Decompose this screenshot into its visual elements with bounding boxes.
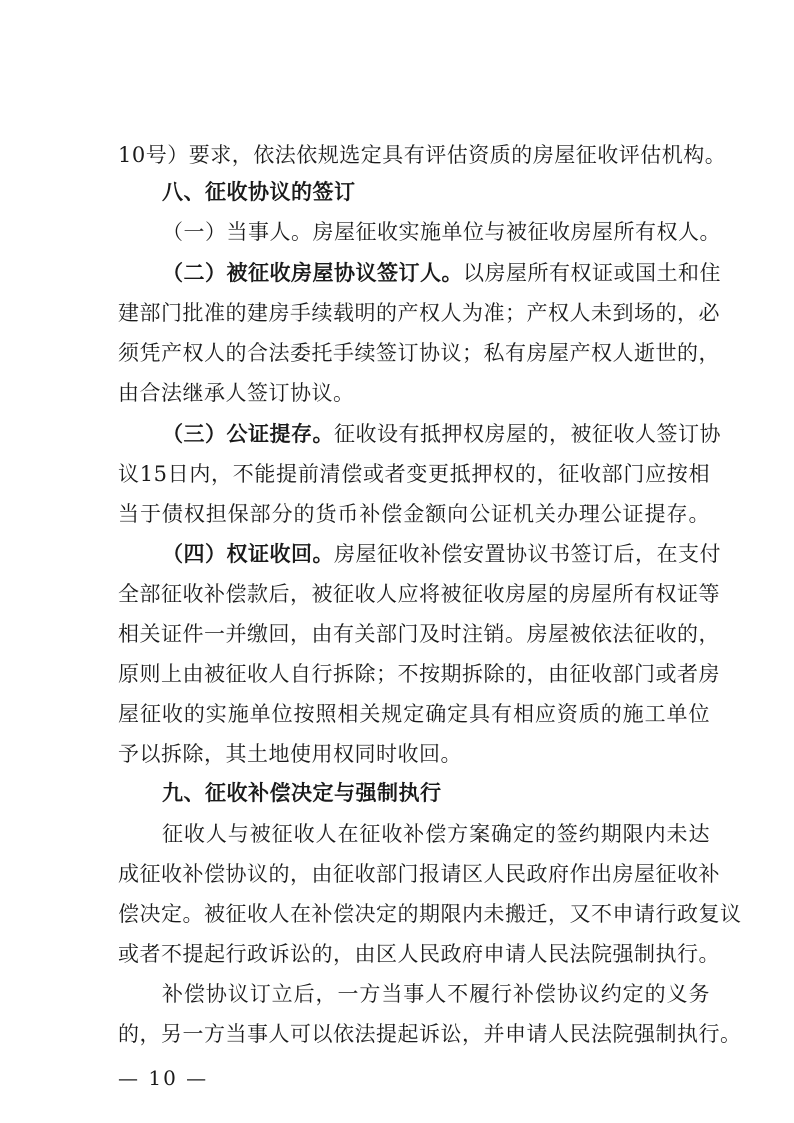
paragraph-line: 10号）要求，依法依规选定具有评估资质的房屋征收评估机构。 <box>118 143 727 167</box>
paragraph-line: 由合法继承人签订协议。 <box>118 381 355 405</box>
paragraph-line: 征收人与被征收人在征收补偿方案确定的签约期限内未达 <box>162 822 710 846</box>
paragraph-line: 当于债权担保部分的货币补偿金额向公证机关办理公证提存。 <box>118 502 710 526</box>
paragraph-line: 的，另一方当事人可以依法提起诉讼，并申请人民法院强制执行。 <box>118 1022 742 1046</box>
paragraph-line: 补偿协议订立后，一方当事人不履行补偿协议约定的义务 <box>162 982 710 1006</box>
paragraph-text: 房屋征收补偿安置协议书签订后，在支付 <box>334 542 721 566</box>
paragraph-line: 偿决定。被征收人在补偿决定的期限内未搬迁，又不申请行政复议 <box>118 902 742 926</box>
clause-label: （三）公证提存。 <box>162 421 334 446</box>
paragraph-line <box>162 414 721 454</box>
paragraph-line: 相关证件一并缴回，由有关部门及时注销。房屋被依法征收的， <box>118 622 720 646</box>
paragraph-line <box>162 534 721 574</box>
paragraph-line: 原则上由被征收人自行拆除；不按期拆除的，由征收部门或者房 <box>118 662 720 686</box>
paragraph-line: （一）当事人。房屋征收实施单位与被征收房屋所有权人。 <box>162 220 721 244</box>
page-number: — 10 — <box>118 1066 209 1090</box>
paragraph-line: 屋征收的实施单位按照相关规定确定具有相应资质的施工单位 <box>118 702 710 726</box>
paragraph-line: 予以拆除，其土地使用权同时收回。 <box>118 742 462 766</box>
paragraph-line <box>162 253 721 293</box>
paragraph-line: 成征收补偿协议的，由征收部门报请区人民政府作出房屋征收补 <box>118 862 720 886</box>
paragraph-line: 议15日内，不能提前清偿或者变更抵押权的，征收部门应按相 <box>118 462 710 486</box>
clause-label: （二）被征收房屋协议签订人。 <box>162 260 463 285</box>
clause-label: （四）权证收回。 <box>162 541 334 566</box>
paragraph-line: 或者不提起行政诉讼的，由区人民政府申请人民法院强制执行。 <box>118 942 720 966</box>
paragraph-text: 征收设有抵押权房屋的，被征收人签订协 <box>334 422 721 446</box>
paragraph-line: 建部门批准的建房手续载明的产权人为准；产权人未到场的，必 <box>118 301 720 325</box>
paragraph-line: 全部征收补偿款后，被征收人应将被征收房屋的房屋所有权证等 <box>118 582 720 606</box>
section-heading: 九、征收补偿决定与强制执行 <box>162 781 442 805</box>
paragraph-text: 以房屋所有权证或国土和住 <box>463 261 721 285</box>
paragraph-line: 须凭产权人的合法委托手续签订协议；私有房屋产权人逝世的， <box>118 341 720 365</box>
section-heading: 八、征收协议的签订 <box>162 180 356 204</box>
